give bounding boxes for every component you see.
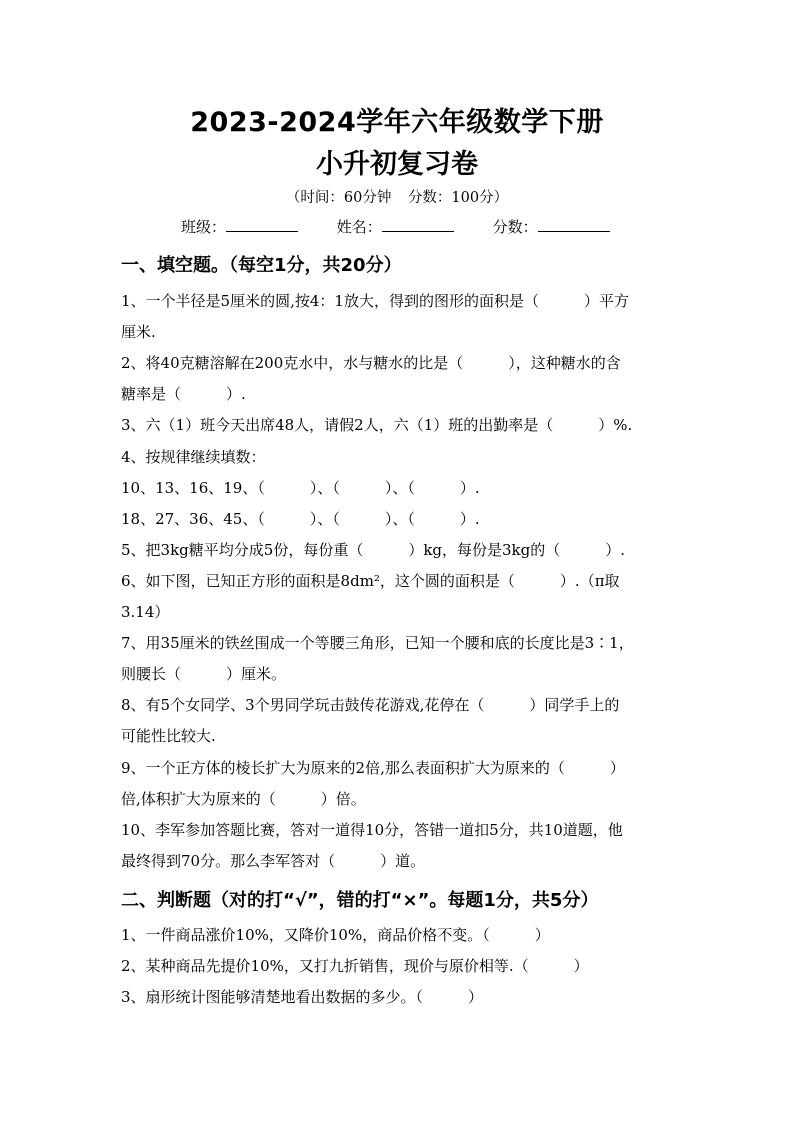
question-line: 4、按规律继续填数： <box>121 448 266 466</box>
score-label: 分数： <box>492 218 538 236</box>
question-line: 3、六（1）班今天出席48人，请假2人，六（1）班的出勤率是（ ）%. <box>121 416 633 434</box>
question-line: 8、有5个女同学、3个男同学玩击鼓传花游戏,花停在（ ）同学手上的 <box>121 696 620 714</box>
section-2-heading: 二、判断题（对的打“√”，错的打“×”。每题1分，共5分） <box>121 890 599 911</box>
question-line: 2、某种商品先提价10%，又打九折销售，现价与原价相等.（ ） <box>121 957 589 975</box>
question-line: 2、将40克糖溶解在200克水中，水与糖水的比是（ ），这种糖水的含 <box>121 354 621 372</box>
question-line: 7、用35厘米的铁丝围成一个等腰三角形，已知一个腰和底的长度比是3∶1， <box>121 634 634 652</box>
question-line: 则腰长（ ）厘米。 <box>121 665 287 683</box>
exam-subtitle: 小升初复习卷 <box>316 149 478 180</box>
student-fields <box>181 216 610 237</box>
name-blank[interactable] <box>382 217 454 232</box>
question-line: 10、李军参加答题比赛，答对一道得10分，答错一道扣5分，共10道题，他 <box>121 821 623 839</box>
class-label: 班级： <box>181 218 227 236</box>
name-label: 姓名： <box>336 218 382 236</box>
time-info: （时间：60分钟 <box>285 190 392 206</box>
exam-meta <box>0 186 794 207</box>
question-line: 1、一个半径是5厘米的圆,按4：1放大，得到的图形的面积是（ ）平方 <box>121 292 629 310</box>
question-line: 10、13、16、19、（ ）、（ ）、（ ）. <box>121 479 480 497</box>
question-line: 18、27、36、45、（ ）、（ ）、（ ）. <box>121 510 480 528</box>
question-line: 3、扇形统计图能够清楚地看出数据的多少。（ ） <box>121 988 484 1006</box>
score-info: 分数：100分） <box>407 190 509 206</box>
section-1-heading: 一、填空题。（每空1分，共20分） <box>121 255 402 276</box>
question-line: 可能性比较大. <box>121 727 216 745</box>
exam-title: 2023-2024学年六年级数学下册 <box>190 107 604 138</box>
score-blank[interactable] <box>538 217 610 232</box>
question-line: 1、一件商品涨价10%，又降价10%，商品价格不变。（ ） <box>121 926 550 944</box>
question-line: 最终得到70分。那么李军答对（ ）道。 <box>121 852 426 870</box>
question-line: 3.14） <box>121 603 170 621</box>
question-line: 9、一个正方体的棱长扩大为原来的2倍,那么表面积扩大为原来的（ ） <box>121 759 625 777</box>
question-line: 6、如下图，已知正方形的面积是8dm²，这个圆的面积是（ ）.（π取 <box>121 572 620 590</box>
question-line: 倍,体积扩大为原来的（ ）倍。 <box>121 790 366 808</box>
class-blank[interactable] <box>226 217 298 232</box>
question-line: 厘米. <box>121 323 156 341</box>
question-line: 糖率是（ ）. <box>121 385 246 403</box>
question-line: 5、把3kg糖平均分成5份，每份重（ ）kg，每份是3kg的（ ）. <box>121 541 626 559</box>
